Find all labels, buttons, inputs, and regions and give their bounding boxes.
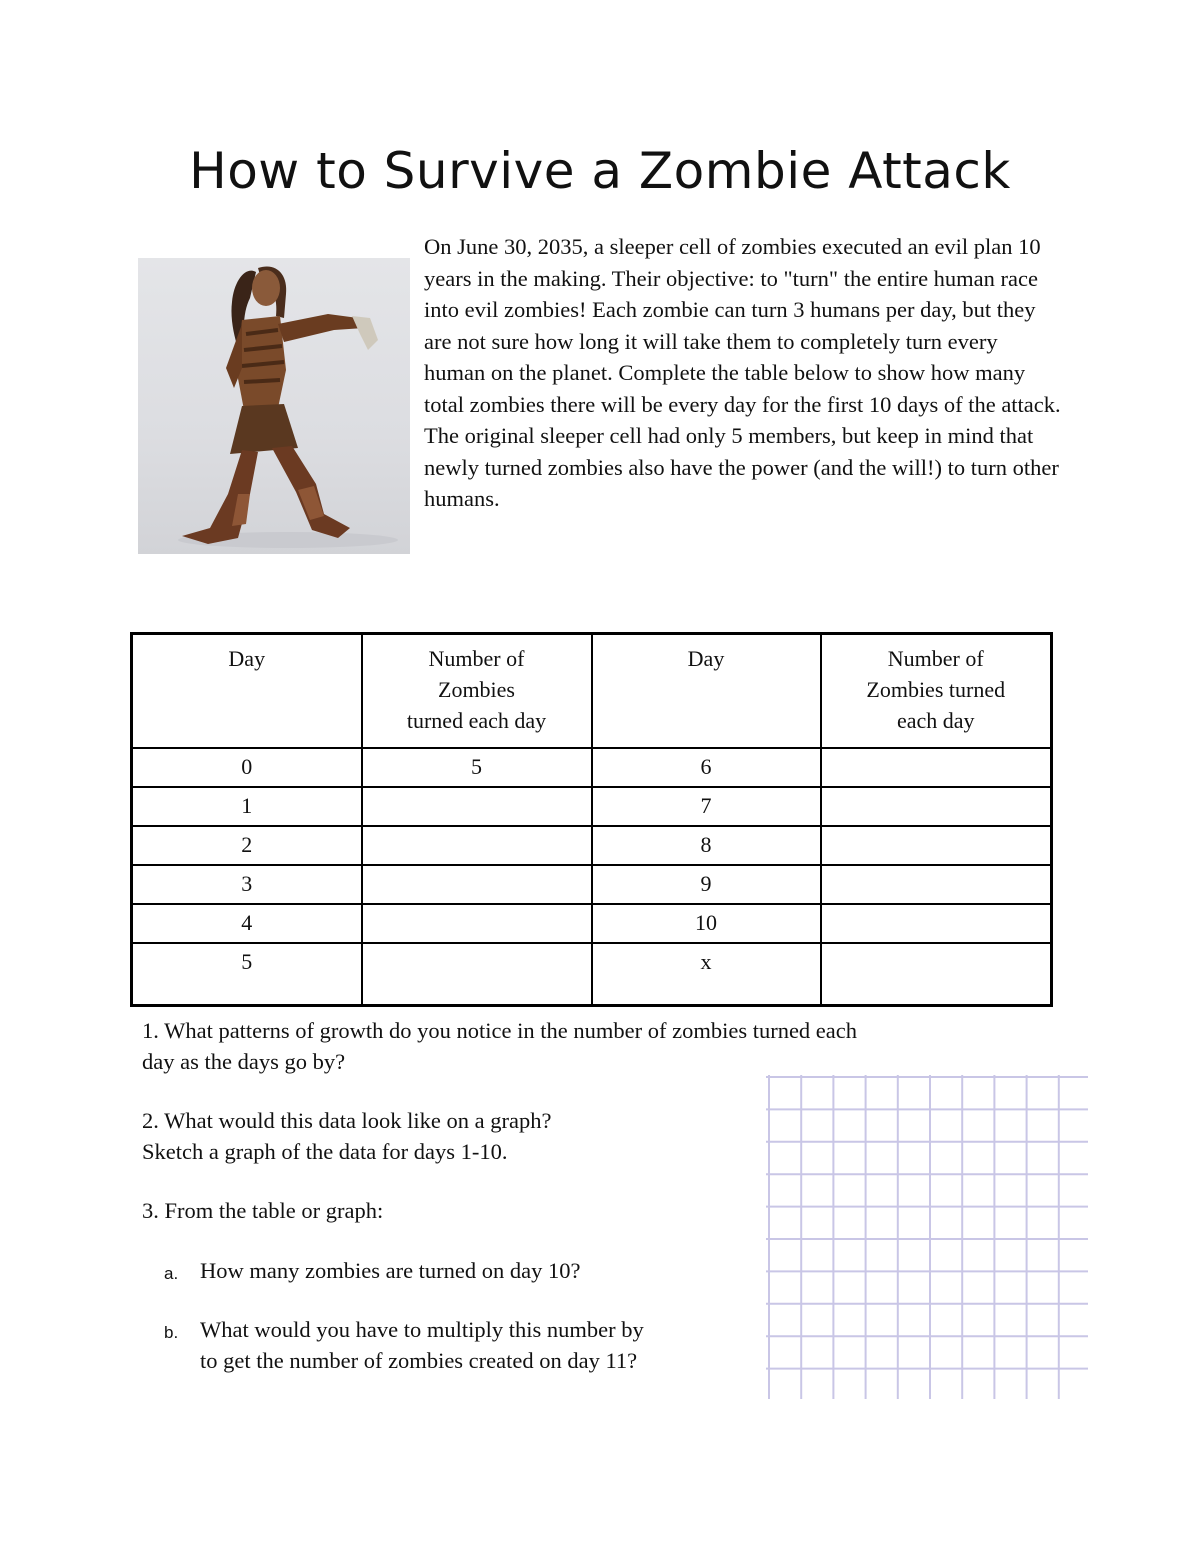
question-3b-text: What would you have to multiply this number by to get the number of zombies created on day 11? — [200, 1317, 644, 1373]
table-row — [132, 787, 1052, 826]
header-day-left: Day — [132, 634, 362, 749]
cell-day-left: 2 — [132, 826, 362, 865]
table-row — [132, 943, 1052, 1006]
cell-day-right: 9 — [592, 865, 821, 904]
cell-day-left: 5 — [132, 943, 362, 1006]
cell-count-right[interactable] — [821, 826, 1052, 865]
table-row — [132, 865, 1052, 904]
header-count-left: Number of Zombies turned each day — [362, 634, 592, 749]
cell-day-left: 0 — [132, 748, 362, 787]
question-3a-text: How many zombies are turned on day 10? — [200, 1258, 581, 1283]
table-row — [132, 748, 1052, 787]
cell-day-right: 10 — [592, 904, 821, 943]
graph-grid[interactable] — [766, 1075, 1088, 1399]
list-marker: b. — [164, 1323, 179, 1342]
header-count-right: Number of Zombies turned each day — [821, 634, 1052, 749]
cell-count-left[interactable]: 5 — [362, 748, 592, 787]
cell-day-right: 7 — [592, 787, 821, 826]
zombie-data-table — [130, 632, 1053, 1007]
cell-count-right[interactable] — [821, 943, 1052, 1006]
intro-paragraph: On June 30, 2035, a sleeper cell of zombies executed an evil plan 10 years in the making. Their objective: to "turn" the entire human race into evil zombies! Each zombie can turn 3 humans per day, but they are not sure how long it will take them to completely turn every human on the planet. Complete the table below to show how many total zombies there will be every day for the first 10 days of the attack. The original sleeper cell had only 5 members, but keep in mind that newly turned zombies also have the power (and the will!) to turn other humans. — [424, 234, 1061, 511]
question-3: 3. From the table or graph: — [142, 1198, 384, 1223]
table-row — [132, 904, 1052, 943]
cell-count-right[interactable] — [821, 748, 1052, 787]
question-1: 1. What patterns of growth do you notice in the number of zombies turned each day as the days go by? — [142, 1018, 858, 1074]
question-2: 2. What would this data look like on a graph? Sketch a graph of the data for days 1-10. — [142, 1108, 552, 1164]
cell-day-left: 1 — [132, 787, 362, 826]
cell-count-left[interactable] — [362, 826, 592, 865]
cell-count-right[interactable] — [821, 787, 1052, 826]
cell-count-left[interactable] — [362, 904, 592, 943]
cell-count-left[interactable] — [362, 943, 592, 1006]
header-day-right: Day — [592, 634, 821, 749]
table-row — [132, 826, 1052, 865]
cell-count-left[interactable] — [362, 865, 592, 904]
cell-day-right: 6 — [592, 748, 821, 787]
cell-day-left: 3 — [132, 865, 362, 904]
cell-day-left: 4 — [132, 904, 362, 943]
page-title: How to Survive a Zombie Attack — [189, 142, 1011, 200]
zombie-illustration — [138, 258, 410, 554]
cell-count-right[interactable] — [821, 904, 1052, 943]
list-marker: a. — [164, 1264, 179, 1283]
cell-day-right: x — [592, 943, 821, 1006]
cell-day-right: 8 — [592, 826, 821, 865]
cell-count-left[interactable] — [362, 787, 592, 826]
cell-count-right[interactable] — [821, 865, 1052, 904]
